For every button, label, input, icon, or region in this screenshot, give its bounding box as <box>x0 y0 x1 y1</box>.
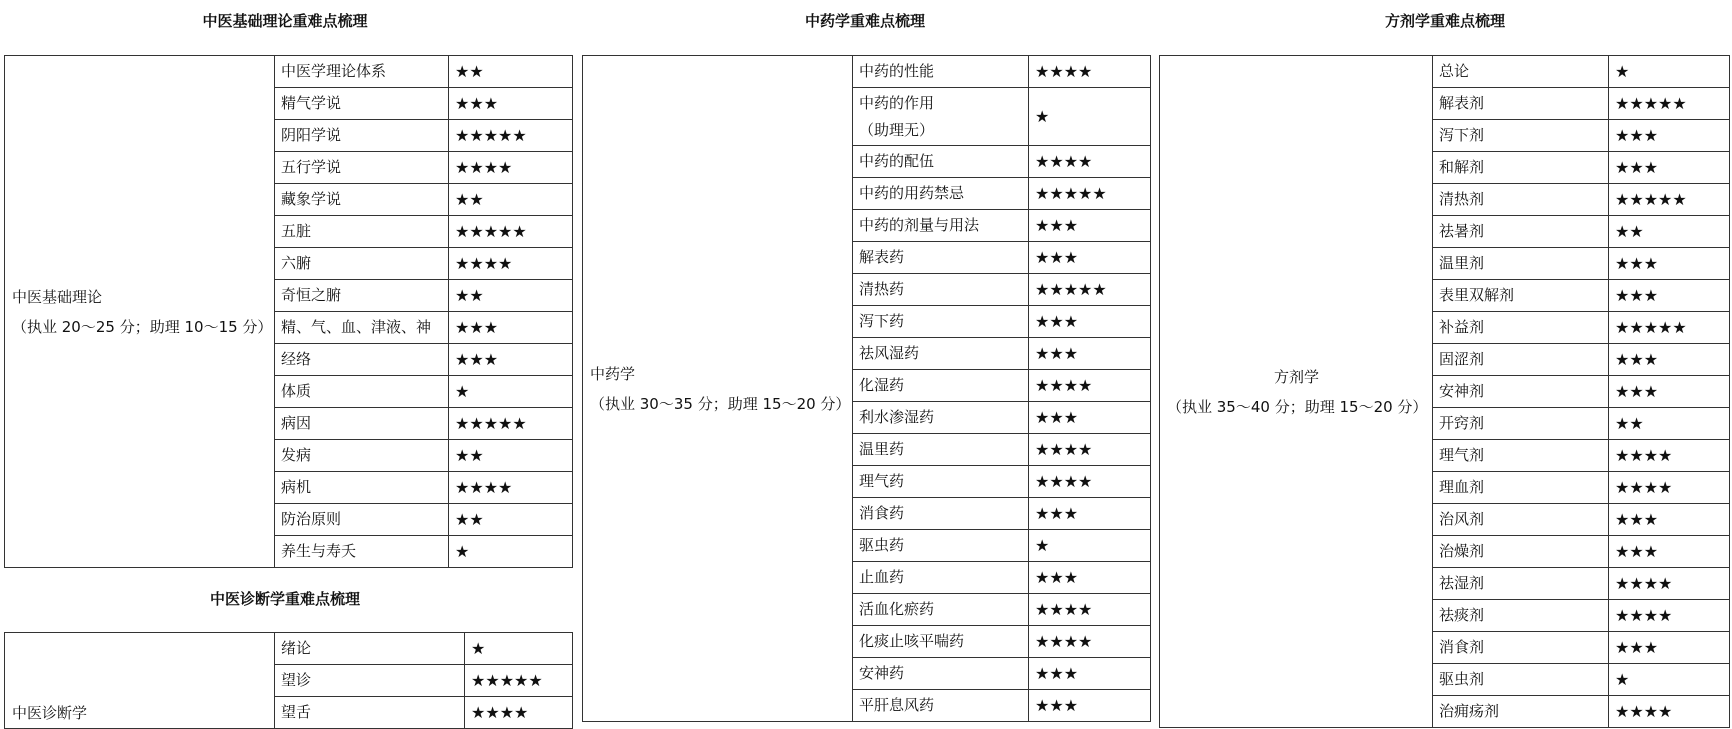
star-rating: ★★★★ <box>1609 696 1730 728</box>
star-rating: ★★ <box>449 280 573 312</box>
topic-cell <box>853 626 1029 658</box>
topic-cell <box>1433 248 1609 280</box>
star-rating: ★★★ <box>1029 402 1151 434</box>
star-rating: ★ <box>1609 664 1730 696</box>
star-rating: ★★★★★ <box>449 120 573 152</box>
topic-cell <box>275 536 449 568</box>
topic-name: 泻下药 <box>859 312 905 330</box>
star-rating: ★★ <box>449 184 573 216</box>
star-rating: ★★★★ <box>1029 434 1151 466</box>
topic-cell <box>853 370 1029 402</box>
topic-name: 补益剂 <box>1439 318 1485 336</box>
topic-cell <box>275 152 449 184</box>
topic-cell <box>853 466 1029 498</box>
star-rating: ★★★★ <box>449 472 573 504</box>
star-rating: ★★★ <box>449 312 573 344</box>
topic-cell <box>275 440 449 472</box>
star-rating: ★ <box>1029 88 1151 146</box>
topic-cell <box>275 504 449 536</box>
topic-cell <box>853 562 1029 594</box>
topic-cell <box>853 242 1029 274</box>
subject-name: 方剂学 <box>1273 367 1319 386</box>
topic-cell <box>1433 88 1609 120</box>
topic-name: 五行学说 <box>281 158 342 176</box>
topic-name: 五脏 <box>281 222 312 240</box>
star-rating: ★ <box>1609 56 1730 88</box>
topic-name: 活血化瘀药 <box>859 600 935 618</box>
topic-cell <box>853 690 1029 722</box>
topic-cell <box>275 376 449 408</box>
star-rating: ★★★ <box>449 344 573 376</box>
topic-name: 精气学说 <box>281 94 342 112</box>
topic-name: 祛风湿药 <box>859 344 920 362</box>
topic-name: 开窍剂 <box>1439 414 1485 432</box>
topic-cell <box>1433 152 1609 184</box>
star-rating: ★★★★ <box>1609 568 1730 600</box>
topic-cell <box>275 408 449 440</box>
star-rating: ★★★ <box>1609 248 1730 280</box>
topic-name: 安神剂 <box>1439 382 1485 400</box>
topic-name: 驱虫剂 <box>1439 670 1485 688</box>
topic-cell <box>275 248 449 280</box>
topic-cell <box>1433 696 1609 728</box>
basic-theory-table <box>4 55 573 568</box>
topic-cell <box>853 594 1029 626</box>
topic-name: 消食药 <box>859 504 905 522</box>
star-rating: ★★★★★ <box>465 665 573 697</box>
topic-cell <box>275 665 465 697</box>
topic-cell <box>275 633 465 665</box>
topic-cell <box>1433 56 1609 88</box>
topic-name: 理气药 <box>859 472 905 490</box>
topic-cell <box>275 184 449 216</box>
star-rating: ★★★★ <box>449 152 573 184</box>
topic-name: 养生与寿夭 <box>281 542 357 560</box>
topic-cell <box>275 472 449 504</box>
star-rating: ★★★★★ <box>1609 184 1730 216</box>
topic-name: 中药的作用 <box>859 93 935 112</box>
topic-name: 病机 <box>281 478 312 496</box>
star-rating: ★★★★★ <box>1609 88 1730 120</box>
star-rating: ★★★★ <box>1029 466 1151 498</box>
topic-name: 祛暑剂 <box>1439 222 1485 240</box>
topic-name: 安神药 <box>859 664 905 682</box>
star-rating: ★★★★ <box>1029 594 1151 626</box>
topic-name: 固涩剂 <box>1439 350 1485 368</box>
herbal-title: 中药学重难点梳理 <box>804 12 925 30</box>
topic-name: 清热药 <box>859 280 905 298</box>
topic-name: 止血药 <box>859 568 905 586</box>
subject-name: 中医基础理论 <box>12 287 103 306</box>
topic-name: 温里剂 <box>1439 254 1485 272</box>
topic-cell <box>275 312 449 344</box>
topic-cell <box>1433 536 1609 568</box>
topic-name: 平肝息风药 <box>859 696 935 714</box>
topic-name: 化痰止咳平喘药 <box>859 632 965 650</box>
topic-name: 解表剂 <box>1439 94 1485 112</box>
topic-cell <box>853 88 1029 146</box>
table-row <box>5 56 573 88</box>
topic-name: 阴阳学说 <box>281 126 342 144</box>
topic-cell <box>275 344 449 376</box>
topic-cell <box>853 56 1029 88</box>
star-rating: ★★★★ <box>449 248 573 280</box>
subject-score-note: （执业 35～40 分；助理 15～20 分） <box>1167 397 1428 416</box>
subject-cell <box>5 56 275 568</box>
topic-cell <box>853 498 1029 530</box>
topic-cell <box>275 697 465 729</box>
star-rating: ★★★★ <box>1609 440 1730 472</box>
star-rating: ★★★ <box>1609 280 1730 312</box>
topic-name: 消食剂 <box>1439 638 1485 656</box>
topic-name: 泻下剂 <box>1439 126 1485 144</box>
topic-cell <box>275 56 449 88</box>
star-rating: ★★★★★ <box>1029 178 1151 210</box>
star-rating: ★★★ <box>1609 120 1730 152</box>
topic-name: 中药的剂量与用法 <box>859 216 980 234</box>
topic-name: 经络 <box>281 350 312 368</box>
table-row <box>1160 56 1730 88</box>
diagnosis-table <box>4 632 573 729</box>
topic-name: 藏象学说 <box>281 190 342 208</box>
topic-cell <box>1433 408 1609 440</box>
star-rating: ★★★ <box>1609 376 1730 408</box>
topic-cell <box>275 216 449 248</box>
topic-cell <box>853 306 1029 338</box>
topic-cell <box>1433 120 1609 152</box>
table-row <box>583 56 1151 88</box>
topic-name: 奇恒之腑 <box>281 286 342 304</box>
subject-cell <box>1160 56 1433 728</box>
topic-cell <box>1433 632 1609 664</box>
topic-cell <box>1433 600 1609 632</box>
star-rating: ★★★ <box>1029 306 1151 338</box>
formula-title: 方剂学重难点梳理 <box>1384 12 1505 30</box>
star-rating: ★★★★ <box>1029 146 1151 178</box>
subject-cell <box>5 633 275 729</box>
topic-cell <box>275 88 449 120</box>
topic-cell <box>1433 376 1609 408</box>
topic-name: 和解剂 <box>1439 158 1485 176</box>
topic-name: 体质 <box>281 382 312 400</box>
topic-cell <box>853 338 1029 370</box>
topic-name: 理血剂 <box>1439 478 1485 496</box>
star-rating: ★★ <box>449 504 573 536</box>
topic-name: 望舌 <box>281 703 312 721</box>
star-rating: ★★★ <box>1609 504 1730 536</box>
topic-name: 表里双解剂 <box>1439 286 1515 304</box>
topic-name: 治风剂 <box>1439 510 1485 528</box>
star-rating: ★★★★★ <box>449 408 573 440</box>
topic-name: 六腑 <box>281 254 312 272</box>
topic-cell <box>853 178 1029 210</box>
topic-name: 治痈疡剂 <box>1439 702 1500 720</box>
topic-name: 精、气、血、津液、神 <box>281 318 432 336</box>
topic-name: 中药的用药禁忌 <box>859 184 965 202</box>
star-rating: ★★★★ <box>1029 370 1151 402</box>
star-rating: ★★★ <box>1029 210 1151 242</box>
topic-cell <box>853 402 1029 434</box>
star-rating: ★★ <box>1609 408 1730 440</box>
star-rating: ★★★ <box>1029 658 1151 690</box>
topic-cell <box>1433 504 1609 536</box>
star-rating: ★★★ <box>1609 152 1730 184</box>
star-rating: ★ <box>449 376 573 408</box>
topic-cell <box>853 434 1029 466</box>
star-rating: ★★ <box>1609 216 1730 248</box>
topic-name: 中医学理论体系 <box>281 62 387 80</box>
topic-cell <box>1433 440 1609 472</box>
star-rating: ★★★ <box>1029 562 1151 594</box>
topic-cell <box>853 658 1029 690</box>
topic-name: 望诊 <box>281 671 312 689</box>
topic-cell <box>1433 280 1609 312</box>
topic-name: 防治原则 <box>281 510 342 528</box>
topic-cell <box>1433 216 1609 248</box>
star-rating: ★ <box>1029 530 1151 562</box>
star-rating: ★★★★ <box>465 697 573 729</box>
topic-cell <box>1433 472 1609 504</box>
star-rating: ★★★ <box>1029 690 1151 722</box>
star-rating: ★★★★ <box>1029 626 1151 658</box>
formula-table <box>1159 55 1730 728</box>
star-rating: ★★★ <box>1029 242 1151 274</box>
topic-name: 理气剂 <box>1439 446 1485 464</box>
star-rating: ★★★★★ <box>1029 274 1151 306</box>
herbal-table <box>582 55 1151 722</box>
topic-name: 病因 <box>281 414 312 432</box>
topic-cell <box>275 120 449 152</box>
star-rating: ★★★ <box>1609 344 1730 376</box>
topic-name: 治燥剂 <box>1439 542 1485 560</box>
subject-score-note: （执业 20～25 分；助理 10～15 分） <box>12 317 273 336</box>
star-rating: ★★★ <box>449 88 573 120</box>
topic-cell <box>853 530 1029 562</box>
subject-name: 中药学 <box>590 364 636 383</box>
topic-cell <box>853 210 1029 242</box>
star-rating: ★★★ <box>1609 632 1730 664</box>
topic-name: 祛湿剂 <box>1439 574 1485 592</box>
star-rating: ★★★ <box>1029 498 1151 530</box>
topic-note: （助理无） <box>859 120 935 139</box>
topic-cell <box>1433 344 1609 376</box>
star-rating: ★ <box>449 536 573 568</box>
topic-cell <box>275 280 449 312</box>
topic-name: 清热剂 <box>1439 190 1485 208</box>
topic-name: 驱虫药 <box>859 536 905 554</box>
star-rating: ★★★★ <box>1609 472 1730 504</box>
star-rating: ★★★ <box>1609 536 1730 568</box>
topic-name: 解表药 <box>859 248 905 266</box>
table-row <box>5 633 573 665</box>
topic-cell <box>1433 568 1609 600</box>
star-rating: ★★★★ <box>1609 600 1730 632</box>
subject-cell <box>583 56 853 722</box>
star-rating: ★★ <box>449 440 573 472</box>
subject-score-note: （执业 30～35 分；助理 15～20 分） <box>590 394 851 413</box>
basic-theory-title: 中医基础理论重难点梳理 <box>202 12 368 30</box>
topic-cell <box>1433 184 1609 216</box>
star-rating: ★★ <box>449 56 573 88</box>
star-rating: ★★★ <box>1029 338 1151 370</box>
topic-name: 温里药 <box>859 440 905 458</box>
diagnosis-title: 中医诊断学重难点梳理 <box>209 590 360 608</box>
star-rating: ★★★★★ <box>449 216 573 248</box>
topic-name: 祛痰剂 <box>1439 606 1485 624</box>
topic-cell <box>1433 312 1609 344</box>
topic-cell <box>853 146 1029 178</box>
topic-name: 利水渗湿药 <box>859 408 935 426</box>
subject-name: 中医诊断学 <box>12 704 88 722</box>
star-rating: ★★★★★ <box>1609 312 1730 344</box>
topic-name: 总论 <box>1439 62 1470 80</box>
topic-cell <box>853 274 1029 306</box>
topic-name: 中药的配伍 <box>859 152 935 170</box>
topic-name: 化湿药 <box>859 376 905 394</box>
topic-name: 绪论 <box>281 639 312 657</box>
topic-name: 中药的性能 <box>859 62 935 80</box>
topic-cell <box>1433 664 1609 696</box>
star-rating: ★ <box>465 633 573 665</box>
star-rating: ★★★★ <box>1029 56 1151 88</box>
topic-name: 发病 <box>281 446 312 464</box>
